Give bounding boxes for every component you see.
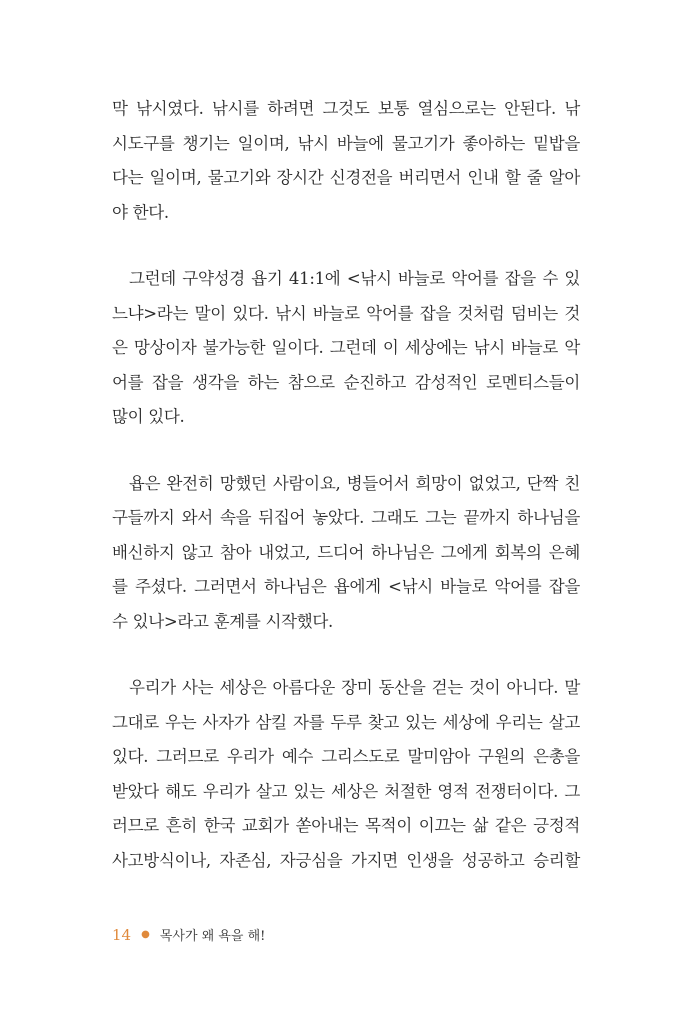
text-line: 배신하지 않고 참아 내었고, 드디어 하나님은 그에게 회복의 은혜 [112, 542, 580, 562]
text-line: 우리가 사는 세상은 아름다운 장미 동산을 걷는 것이 아니다. 말 [129, 678, 580, 697]
page-number: 14 [112, 925, 132, 944]
paragraph [112, 262, 580, 435]
text-line: 어를 잡을 생각을 하는 참으로 순진하고 감성적인 로멘티스들이 [112, 372, 580, 392]
paragraph [112, 467, 580, 640]
text-line: 은 망상이자 불가능한 일이다. 그런데 이 세상에는 낚시 바늘로 악 [112, 338, 580, 357]
text-line: 받았다 해도 우리가 살고 있는 세상은 처절한 영적 전쟁터이다. 그 [112, 781, 580, 801]
text-line: 있다. 그러므로 우리가 예수 그리스도로 말미암아 구원의 은총을 [112, 747, 580, 766]
text-line: 많이 있다. [112, 407, 185, 426]
text-line: 막 낚시였다. 낚시를 하려면 그것도 보통 열심으로는 안된다. 낚 [112, 99, 580, 118]
text-line: 를 주셨다. 그러면서 하나님은 욥에게 <낚시 바늘로 악어를 잡을 [112, 577, 580, 596]
text-line: 야 한다. [112, 202, 169, 222]
text-line: 다는 일이며, 물고기와 장시간 신경전을 버리면서 인내 할 줄 알아 [112, 168, 580, 187]
paragraph [112, 671, 580, 878]
text-line: 러므로 흔히 한국 교회가 쏟아내는 목적이 이끄는 삶 같은 긍정적 [112, 816, 580, 835]
text-line: 구들까지 와서 속을 뒤집어 놓았다. 그래도 그는 끝까지 하나님을 [112, 508, 580, 527]
text-line: 그런데 구약성경 욥기 41:1에 <낚시 바늘로 악어를 잡을 수 있 [129, 269, 580, 288]
text-line: 시도구를 챙기는 일이며, 낚시 바늘에 물고기가 좋아하는 밑밥을 [112, 133, 580, 153]
text-line: 그대로 우는 사자가 삼킬 자를 두루 찾고 있는 세상에 우리는 살고 [112, 712, 580, 732]
footer-bullet-icon: ● [141, 929, 150, 940]
page-footer [112, 925, 265, 944]
text-line: 느냐>라는 말이 있다. 낚시 바늘로 악어를 잡을 것처럼 덤비는 것 [112, 303, 580, 323]
paragraph [112, 92, 580, 230]
page-body [112, 92, 580, 910]
text-line: 사고방식이나, 자존심, 자긍심을 가지면 인생을 성공하고 승리할 [112, 850, 580, 870]
book-title: 목사가 왜 욕을 해! [159, 929, 266, 944]
text-line: 욥은 완전히 망했던 사람이요, 병들어서 희망이 없었고, 단짝 친 [129, 473, 580, 493]
text-line: 수 있나>라고 훈계를 시작했다. [112, 611, 333, 631]
